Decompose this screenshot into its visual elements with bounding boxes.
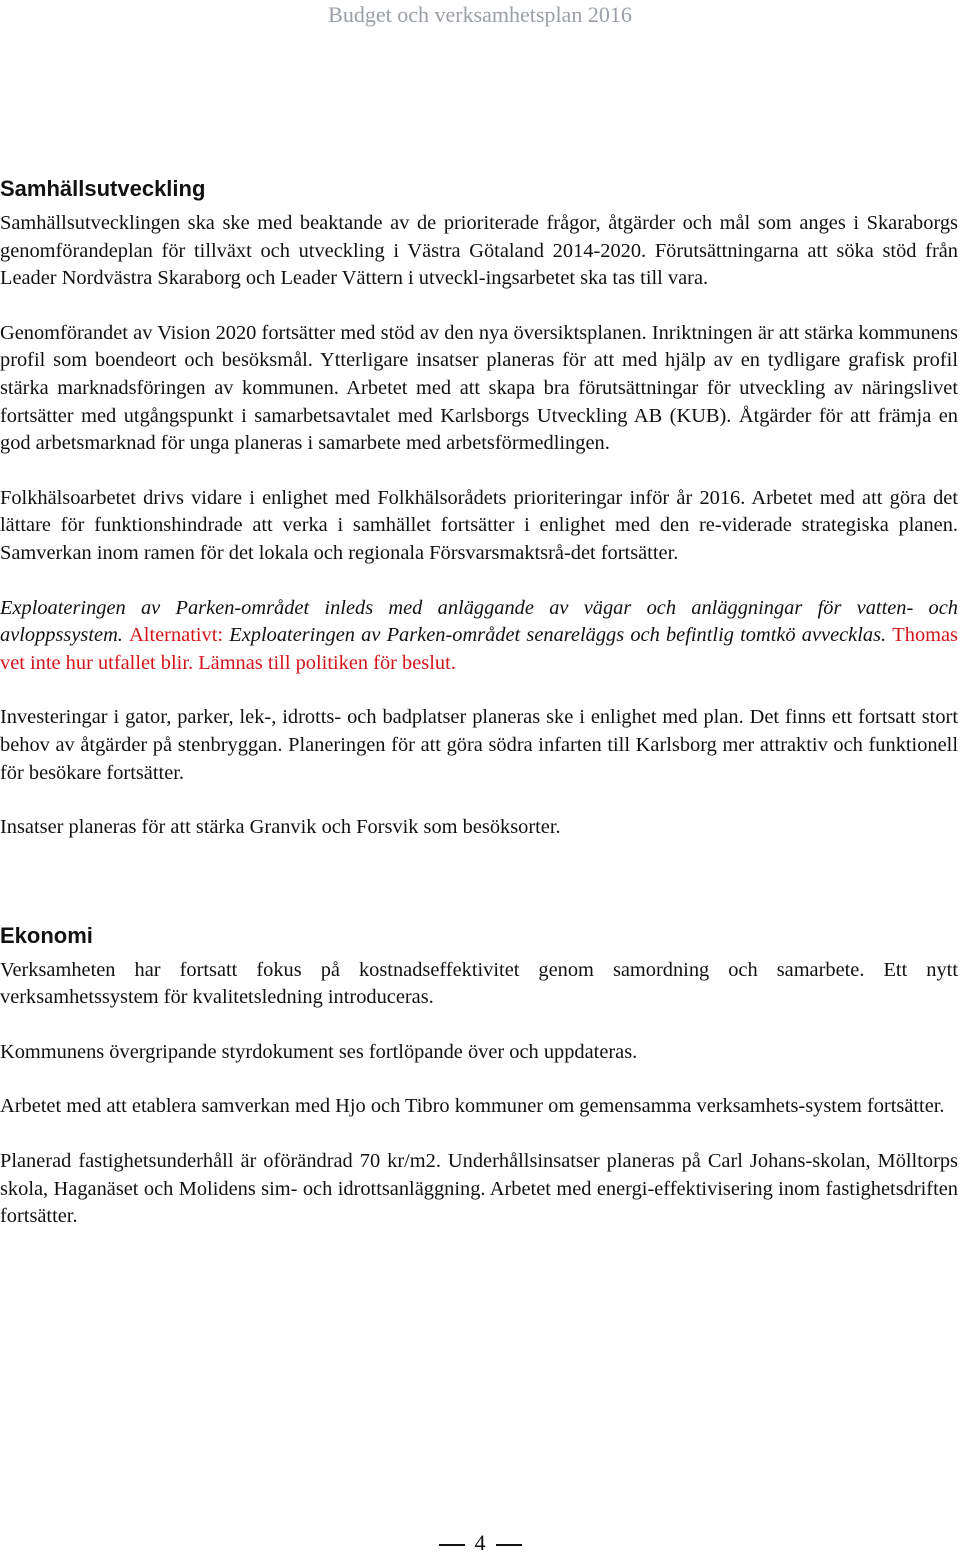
paragraph: Arbetet med att etablera samverkan med Hjo och Tibro kommuner om gemensamma verksamhets-system fortsätter. <box>0 1095 945 1118</box>
paragraph: Planerad fastighetsunderhåll är oförändrad 70 kr/m2. Underhållsinsatser planeras på Carl Johans-skolan, Mölltorps skola, Haganäset och Molidens sim- och idrottsanläggning. Arbetet med energi-effektivisering inom fastighetsdriften fortsätter. <box>0 1150 958 1228</box>
dash-right <box>496 1544 522 1546</box>
paragraph: Verksamheten har fortsatt fokus på kostnadseffektivitet genom samordning och samarbete. Ett nytt verksamhetssystem för kvalitetsledning introduceras. <box>0 958 958 1009</box>
page-footer <box>0 1530 960 1556</box>
paragraph-exploatering <box>0 595 958 678</box>
section-heading-ekonomi: Ekonomi <box>0 922 93 948</box>
dash-left <box>439 1544 465 1546</box>
section-heading-samhallsutveckling: Samhällsutveckling <box>0 176 206 201</box>
paragraph: Insatser planeras för att stärka Granvik och Forsvik som besöksorter. <box>0 816 561 839</box>
red-text: Alternativt: <box>129 624 230 647</box>
paragraph: Folkhälsoarbetet drivs vidare i enlighet med Folkhälsorådets prioriteringar inför år 2016. Arbetet med att göra det lättare för funktionshindrade att verka i samhället fortsätter i enlighet med den re-viderade strategiska planen. Samverkan inom ramen för det lokala och regionala Försvarsmaktsrå-det fortsätter. <box>0 486 958 564</box>
page-header: Budget och verksamhetsplan 2016 <box>328 2 632 27</box>
section-spacer <box>0 869 958 919</box>
red-note: Thomas vet inte hur utfallet blir. Lämnas till politiken för beslut. <box>0 624 958 674</box>
paragraph: Kommunens övergripande styrdokument ses fortlöpande över och uppdateras. <box>0 1040 638 1063</box>
italic-text: Exploateringen av Parken-området senareläggs och befintlig tomtkö avvecklas. <box>229 624 893 647</box>
document-body <box>0 172 958 1258</box>
paragraph: Investeringar i gator, parker, lek-, idrotts- och badplatser planeras ske i enlighet med plan. Det finns ett fortsatt stort behov av åtgärder på stenbryggan. Planeringen för att göra södra infarten till Karlsborg mer attraktiv och funktionell för besökare fortsätter. <box>0 706 958 784</box>
page-number: 4 <box>474 1530 486 1555</box>
italic-text: Exploateringen av Parken-området inleds med anläggande av vägar och anläggningar för vatten- och avloppssystem. <box>0 596 958 647</box>
paragraph: Genomförandet av Vision 2020 fortsätter med stöd av den nya översiktsplanen. Inriktningen är att stärka kommunens profil som boendeort och besöksmål. Ytterligare insatser planeras för att med hjälp av en tydligare grafisk profil stärka marknadsföringen av kommunen. Arbetet med att skapa bra förutsättningar för utveckling av näringslivet fortsätter med utgångspunkt i samarbetsavtalet med Karlsborgs Utveckling AB (KUB). Åtgärder för att främja en god arbetsmarknad för unga planeras i samarbete med arbetsförmedlingen. <box>0 321 958 455</box>
paragraph: Samhällsutvecklingen ska ske med beaktande av de prioriterade frågor, åtgärder och mål som anges i Skaraborgs genomförandeplan för tillväxt och utveckling i Västra Götaland 2014-2020. Förutsättningarna att söka stöd från Leader Nordvästra Skaraborg och Leader Vättern i utveckl-ingsarbetet ska tas till vara. <box>0 212 958 290</box>
